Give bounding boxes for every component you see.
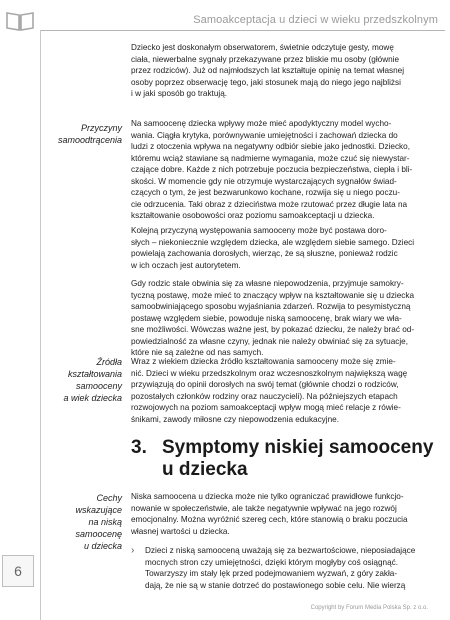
paragraph-low-self-esteem: Niska samoocena u dziecka może nie tylko ograniczać prawidłowe funkcjo- nowanie w społeczeństwie, ale także negatywnie wpływać na jego rozwój emocjonalny. Można wyróżnić szereg cech, które stanowią o braku poczucia własnej wartości u dziecka. xyxy=(131,492,408,536)
bullet-chevron-icon: › xyxy=(131,545,135,556)
open-book-icon xyxy=(5,10,35,32)
paragraph-age-sources: Wraz z wiekiem dziecka źródło kształtowania samooceny może się zmie- nić. Dzieci w wieku przedszkolnym oraz wczesnoszkolnym największą wagę przywiązują do opinii dorosłych na swój temat (głównie chodzi o rodziców, pozostałych członków rodziny oraz nauczycieli). Na późniejszych etapach rozwojowych na poziom samoakceptacji wpływ mogą mieć relacje z rówie- śnikami, zawody miłosne czy niepowodzenia edukacyjne. xyxy=(131,357,408,424)
paragraph-adult-attitude: Kolejną przyczyną występowania samooceny może być postawa doro- słych – niekoniecznie względem dziecka, ale względem siebie samego. Dzieci powielają zachowania dorosłych, wierząc, że są słuszne, ponieważ rodzic w ich oczach jest autorytetem. xyxy=(131,226,415,270)
side-label-sources-age: Źródła kształtowania samooceny a wiek dziecka xyxy=(63,357,122,403)
copyright-footer: Copyright by Forum Media Polska Sp. z o.o. xyxy=(310,605,428,611)
section-title-line1: Symptomy niskiej samooceny xyxy=(162,437,434,458)
paragraph-self-blame: Gdy rodzic stale obwinia się za własne niepowodzenia, przyjmuje samokry- tyczną postawę, może mieć to znaczący wpływ na kształtowanie się u dziecka samoobwiniającego sposobu wyjaśniania zdarzeń. Rozwija to pesymistyczną postawę względem siebie, powoduje niską samoocenę, brak wiary we wła- sne możliwości. Wówczas ważne jest, by pokazać dziecku, że należy brać od- powiedzialność za własne czyny, jednak nie należy obwiniać się za sytuacje, które nie są zależne od nas samych. xyxy=(131,279,415,357)
page-number: 6 xyxy=(2,555,34,587)
paragraph-parenting-model: Na samoocenę dziecka wpływy może mieć apodyktyczny model wycho- wania. Ciągła krytyka, porównywanie umiejętności i zachowań dziecka do ludzi z otoczenia wpływa na negatywny odbiór siebie jako jednostki. Dziecko, któremu wciąż stawiane są nadmierne wymagania, może czuć się niewystar- czające dobre. Każde z nich potrzebuje poczucia bezpieczeństwa, ciepła i bli- skości. W momencie gdy nie otrzymuje wystarczających sygnałów świad- czących o tym, że jest bezwarunkowo kochane, rozwija się u niego poczu- cie odrzucenia. Taki obraz z dzieciństwa może rzutować przez długie lata na kształtowanie osobowości oraz poziomu samoakceptacji u dziecka. xyxy=(131,119,413,220)
section-title-line2: u dziecka xyxy=(162,459,248,480)
paragraph-intro: Dziecko jest doskonałym obserwatorem, świetnie odczytuje gesty, mowę ciała, niewerbalne sygnały przekazywane przez bliskie mu osoby (głównie przez rodziców). Już od najmłodszych lat kształtuje opinię na temat własnej osoby poprzez obserwację tego, jaki stosunek mają do niego jego najbliżsi i w jaki sposób go traktują. xyxy=(131,43,405,98)
section-heading xyxy=(131,437,441,481)
side-label-causes: Przyczyny samoodtrącenia xyxy=(57,123,122,145)
header-divider xyxy=(40,30,445,31)
left-margin-rule xyxy=(40,30,41,620)
side-label-traits: Cechy wskazujące na niską samoocenę u dziecka xyxy=(75,493,122,551)
section-number: 3. xyxy=(131,437,147,458)
bullet-text: Dzieci z niską samooceną uważają się za bezwartościowe, nieposiadające mocnych stron czy umiejętności, dzięki którym mogłyby coś osiągnąć. Towarzyszy im stały lęk przed podejmowaniem wyzwań, z góry zakła- dają, że nie są w stanie dotrzeć do postawionego sobie celu. Nie wierzą xyxy=(145,546,416,590)
running-header-title: Samoakceptacja u dzieci w wieku przedszkolnym xyxy=(193,14,438,26)
